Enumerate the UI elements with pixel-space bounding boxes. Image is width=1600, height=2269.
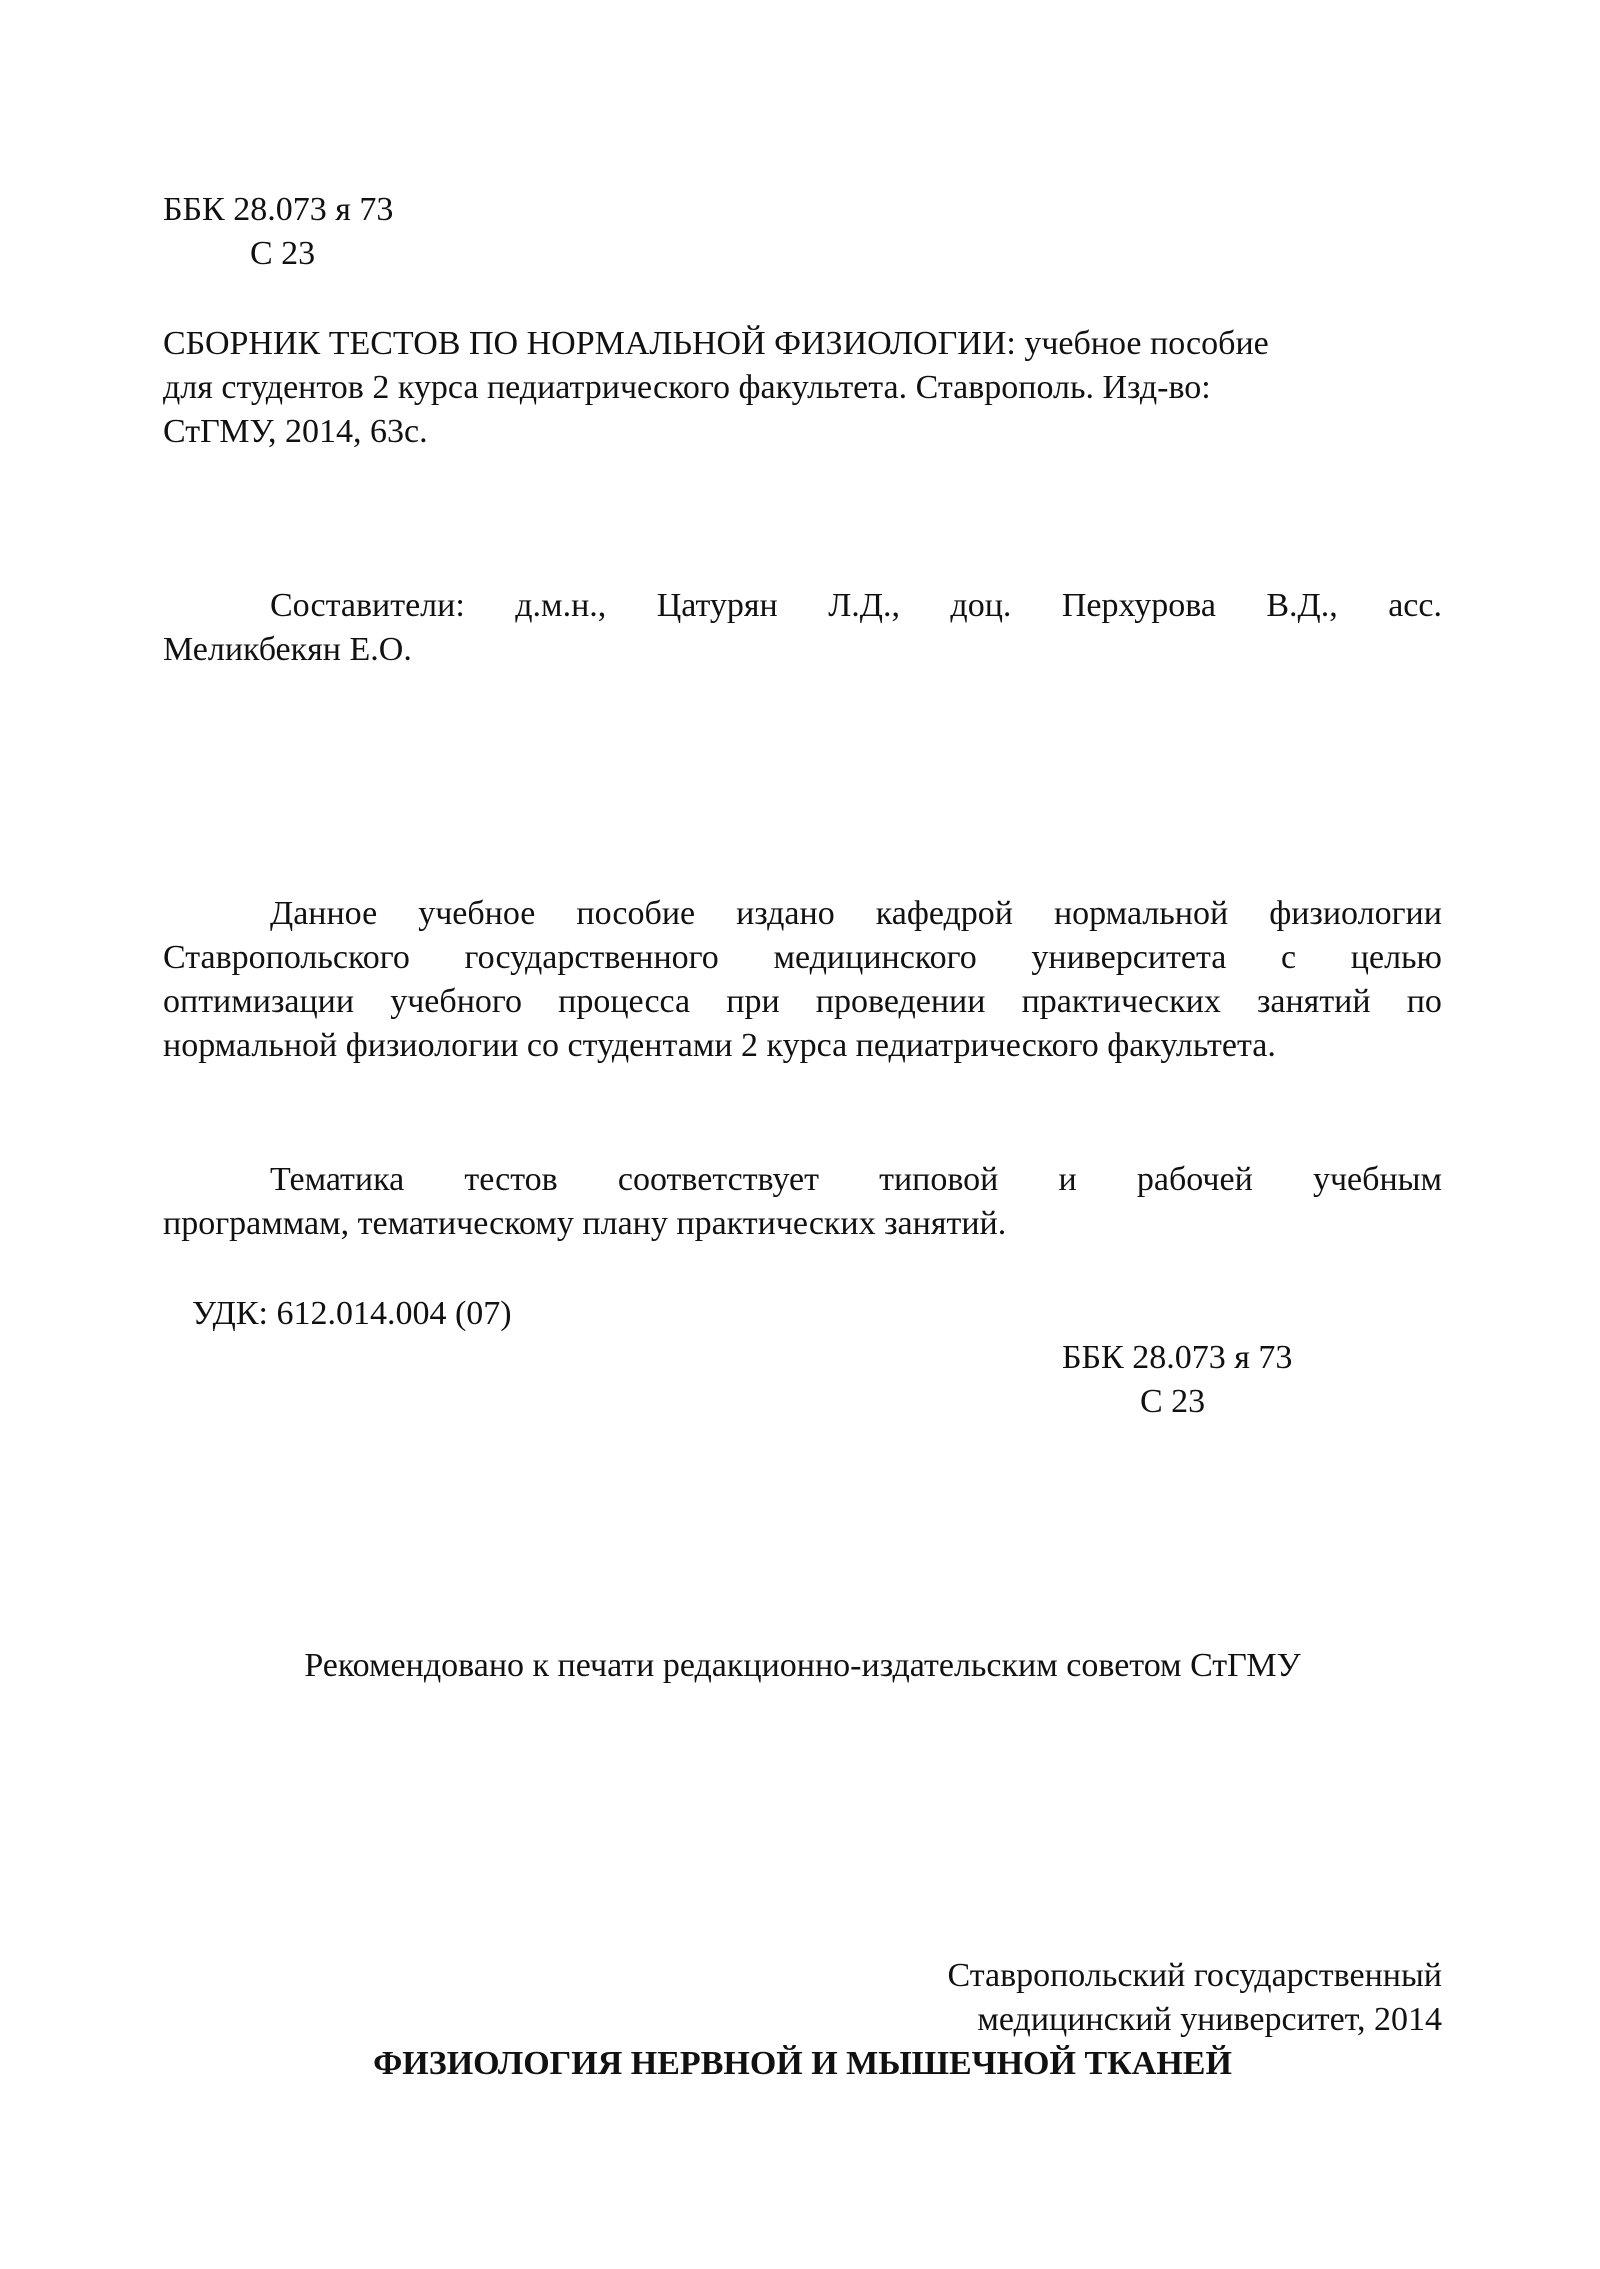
word: В.Д., bbox=[1266, 587, 1338, 624]
about-line-3 bbox=[163, 980, 1442, 1024]
word: физиологии bbox=[1269, 895, 1442, 932]
word: по bbox=[1406, 983, 1442, 1020]
word: государственного bbox=[464, 939, 719, 976]
recommendation-note: Рекомендовано к печати редакционно-издательским советом СтГМУ bbox=[304, 1647, 1301, 1684]
word: Ставропольского bbox=[163, 939, 410, 976]
word: при bbox=[726, 983, 780, 1020]
word: Перхурова bbox=[1061, 587, 1216, 624]
word: тестов bbox=[464, 1161, 558, 1198]
compilers-line-2: Меликбекян Е.О. bbox=[163, 631, 412, 668]
word: медицинского bbox=[773, 939, 977, 976]
word: асс. bbox=[1388, 587, 1442, 624]
word: доц. bbox=[950, 587, 1012, 624]
footer-author-index: С 23 bbox=[1140, 1383, 1206, 1420]
word: пособие bbox=[576, 895, 696, 932]
word: оптимизации bbox=[163, 983, 355, 1020]
word: Цатурян bbox=[656, 587, 778, 624]
word: Данное bbox=[270, 895, 378, 932]
word: соответствует bbox=[617, 1161, 819, 1198]
citation-line-3: СтГМУ, 2014, 63с. bbox=[163, 413, 428, 450]
word: Составители: bbox=[270, 587, 465, 624]
section-title: ФИЗИОЛОГИЯ НЕРВНОЙ И МЫШЕЧНОЙ ТКАНЕЙ bbox=[373, 2045, 1232, 2082]
word: Тематика bbox=[270, 1161, 405, 1198]
citation-line-1: СБОРНИК ТЕСТОВ ПО НОРМАЛЬНОЙ ФИЗИОЛОГИИ: учебное пособие bbox=[163, 325, 1269, 362]
word: Л.Д., bbox=[828, 587, 900, 624]
word: учебным bbox=[1312, 1161, 1442, 1198]
citation-line-2: для студентов 2 курса педиатрического факультета. Ставрополь. Изд-во: bbox=[163, 369, 1211, 406]
udk-code: УДК: 612.014.004 (07) bbox=[192, 1295, 512, 1332]
author-index: С 23 bbox=[250, 235, 316, 272]
word: кафедрой bbox=[875, 895, 1013, 932]
word: практических bbox=[1021, 983, 1221, 1020]
word: издано bbox=[736, 895, 835, 932]
word: проведении bbox=[815, 983, 986, 1020]
word: типовой bbox=[879, 1161, 999, 1198]
word: университета bbox=[1031, 939, 1227, 976]
word: с bbox=[1281, 939, 1297, 976]
word: занятий bbox=[1256, 983, 1371, 1020]
about-line-1 bbox=[270, 892, 1442, 936]
word: целью bbox=[1350, 939, 1442, 976]
publisher-line-1: Ставропольский государственный bbox=[947, 1957, 1442, 1994]
word: учебного bbox=[390, 983, 522, 1020]
word: д.м.н., bbox=[515, 587, 607, 624]
bbk-code: ББК 28.073 я 73 bbox=[163, 191, 394, 228]
topics-line-1 bbox=[270, 1158, 1442, 1202]
word: процесса bbox=[558, 983, 691, 1020]
publisher-line-2: медицинский университет, 2014 bbox=[977, 2001, 1442, 2038]
about-line-2 bbox=[163, 936, 1442, 980]
topics-line-2: программам, тематическому плану практических занятий. bbox=[163, 1205, 1007, 1242]
footer-bbk-code: ББК 28.073 я 73 bbox=[1062, 1339, 1293, 1376]
word: нормальной bbox=[1053, 895, 1229, 932]
word: и bbox=[1058, 1161, 1077, 1198]
word: рабочей bbox=[1136, 1161, 1253, 1198]
about-line-4: нормальной физиологии со студентами 2 курса педиатрического факультета. bbox=[163, 1027, 1276, 1064]
compilers-line-1 bbox=[270, 584, 1442, 628]
word: учебное bbox=[418, 895, 536, 932]
